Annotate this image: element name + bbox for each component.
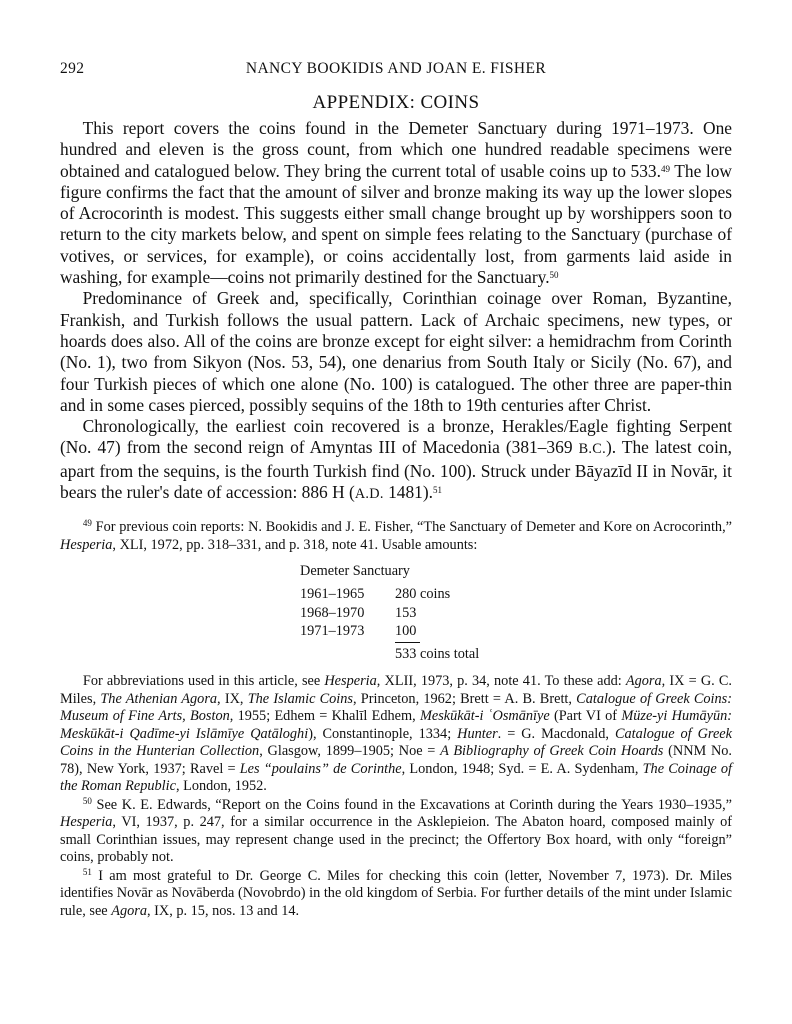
footnote-ref-49[interactable]: 49: [660, 163, 670, 174]
footnote-ref-50[interactable]: 50: [549, 270, 559, 281]
sum-rule: [395, 642, 420, 643]
usable-amounts-table: [300, 562, 732, 663]
footnote-marker-51: 51: [82, 866, 92, 877]
body-paragraph-1: This report covers the coins found in the Demeter Sanctuary during 1971–1973. One hundred and eleven is the gross count, from which one hundred readable specimens were obtained and catalogued below. They bring the current total of usable coins up to 533.49 The low figure confirms the fact that the amount of silver and bronze making its way up the lower slopes of Acrocorinth is modest. This suggests either small change brought up by worshippers soon to return to the city markets below, and spent on simple fees relating to the Sanctuary (purchase of votives, or services, for example), or coins accidentally lost, from garments laid aside in washing, for example—coins not primarily destined for the Sanctuary.$^{50}$: [60, 118, 732, 288]
section-title: APPENDIX: COINS: [312, 92, 480, 113]
footnote-marker-49: 49: [82, 518, 92, 529]
page: [60, 60, 732, 920]
footnotes: [60, 519, 732, 920]
amounts-row: 1968–1970 153: [300, 604, 417, 621]
body-paragraph-2: Predominance of Greek and, specifically, Corinthian coinage over Roman, Byzantine, Frankish, and Turkish follows the usual pattern. Lack of Archaic specimens, new types, or hoards does also. All of the coins are bronze except for eight silver: a hemidrachm from Corinth (No. 1), two from Sikyon (Nos. 53, 54), one denarius from South Italy or Sicily (No. 67), and four Turkish pieces of which one alone (No. 100) is catalogued. The other three are paper-thin and in some cases pierced, possibly sequins of the 18th to 19th centuries after Christ.: [60, 288, 732, 415]
era-bc: B.C.: [578, 441, 606, 458]
running-title: NANCY BOOKIDIS AND JOAN E. FISHER: [245, 60, 547, 77]
body-paragraph-3: Chronologically, the earliest coin recovered is a bronze, Herakles/Eagle fighting Serpent (No. 47) from the second reign of Amyntas III of Macedonia (381–369 B.C.). The latest coin, apart from the sequins, is the fourth Turkish find (No. 100). Struck under Bāyazīd II in Novār, it bears the ruler's date of accession: 886 H (A.D. 1481).$^{51}$: [60, 416, 732, 503]
abbreviations-note: For abbreviations used in this article, see Hesperia, XLII, 1973, p. 34, note 41. To these add: Agora, IX = G. C. Miles, The Athenian Agora, IX, The Islamic Coins, Princeton, 1962; Brett = A. B. Brett, Catalogue of Greek Coins: Museum of Fine Arts, Boston, 1955; Edhem = Khalīl Edhem, Meskūkāt-i ʿOsmānīye (Part VI of Müze-yi Humāyūn: Meskūkāt-i Qadīme-yi Islāmīye Qatāloghi), Constantinople, 1334; Hunter. = G. Macdonald, Catalogue of Greek Coins in the Hunterian Collection, Glasgow, 1899–1905; Noe = A Bibliography of Greek Coin Hoards (NNM No. 78), New York, 1937; Ravel = Les “poulains” de Corinthe, London, 1948; Syd. = E. A. Sydenham, The Coinage of the Roman Republic, London, 1952.: [60, 673, 733, 795]
footnote-51: $^{51}$ I am most grateful to Dr. George C. Miles for checking this coin (letter, November 7, 1973). Dr. Miles identifies Novār as Novāberda (Novobrdo) in the old kingdom of Serbia. For further details of the mint under Islamic rule, see Agora, IX, p. 15, nos. 13 and 14.: [60, 866, 732, 919]
amounts-total: 533 coins total: [395, 645, 480, 662]
running-head: [60, 60, 732, 84]
era-ad: A.D.: [354, 486, 384, 503]
footnote-ref-51[interactable]: 51: [433, 485, 443, 496]
footnote-49: $^{49}$ For previous coin reports: N. Bookidis and J. E. Fisher, “The Sanctuary of Demeter and Kore on Acrocorinth,” Hesperia, XLI, 1972, pp. 318–331, and p. 318, note 41. Usable amounts:: [60, 518, 732, 553]
amounts-row: 1971–1973 100: [300, 623, 417, 640]
footnote-marker-50: 50: [82, 795, 92, 806]
amounts-row: 1961–1965 280 coins: [300, 585, 451, 602]
footnote-50: $^{50}$ See K. E. Edwards, “Report on the Coins found in the Excavations at Corinth during the Years 1930–1935,” Hesperia, VI, 1937, p. 247, for a similar occurrence in the Asklepieion. The Abaton hoard, composed mainly of small Corinthian issues, may represent change used in the precinct; the Offertory Box hoard, with only “foreign” coins, probably not.: [60, 795, 732, 866]
page-number: 292: [60, 60, 85, 77]
amounts-heading: Demeter Sanctuary: [300, 563, 410, 580]
